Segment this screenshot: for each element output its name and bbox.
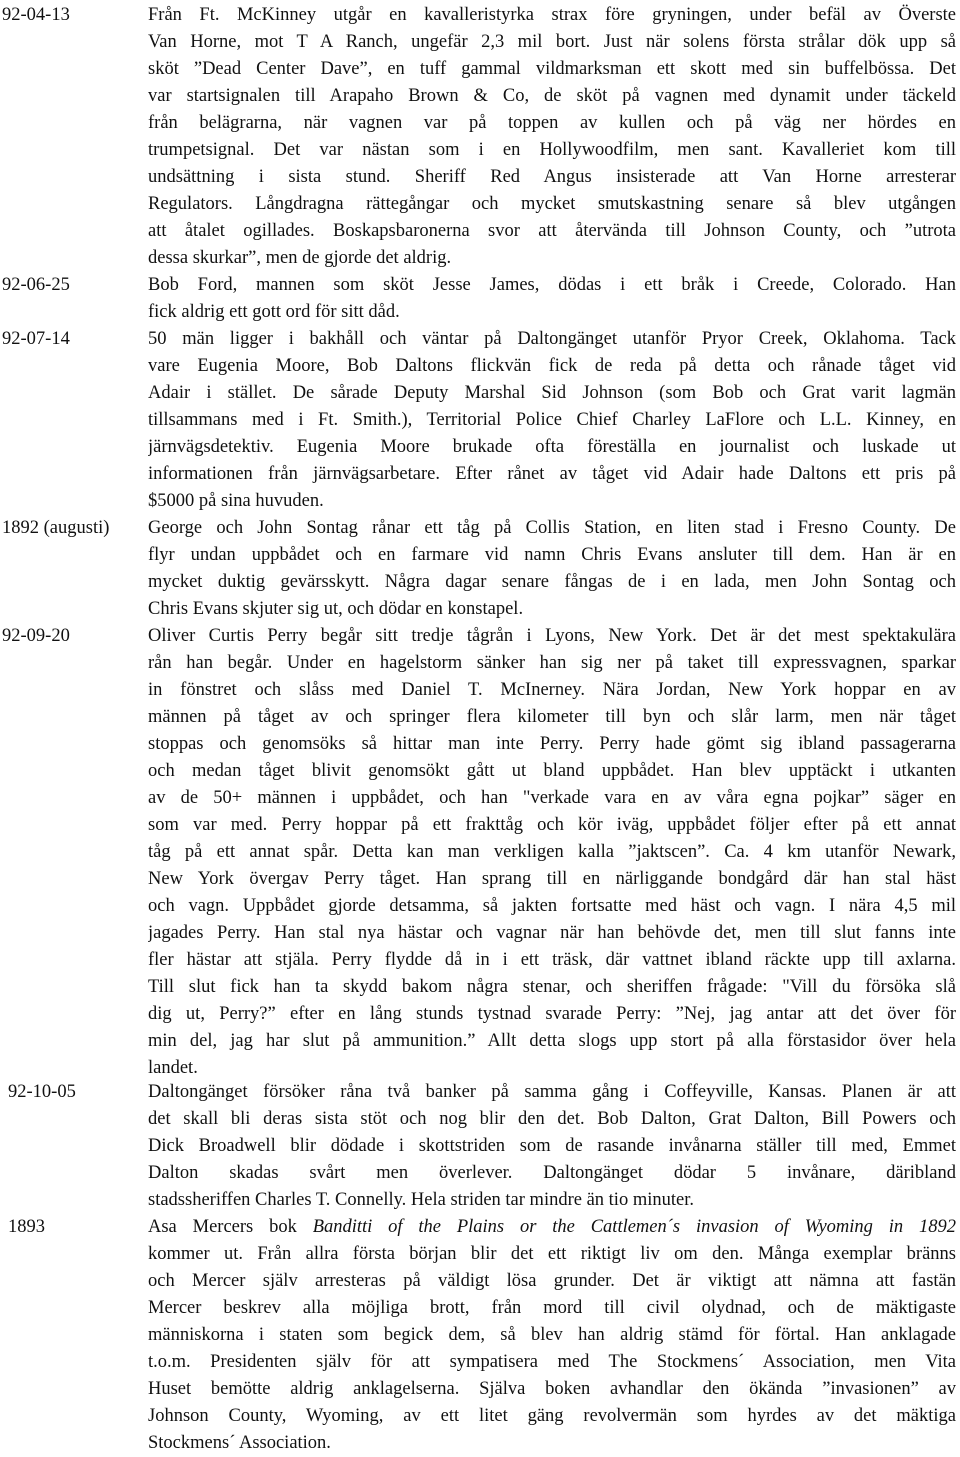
text-line: stadssheriffen Charles T. Connelly. Hela striden tar mindre än tio minuter. [148,1190,694,1210]
text-line: Dalton skadas svårt men överlever. Daltongänget dödar 5 invånare, däribland [148,1163,956,1183]
text-line: järnvägsdetektiv. Eugenia Moore brukade ofta föreställa en journalist och luskade ut [148,437,956,457]
text-line: Huset bemötte aldrig anklagelserna. Själva boken avhandlar den ökända ”invasionen” av [148,1379,956,1399]
text-line: Adair i stället. De sårade Deputy Marshal Sid Johnson (som Bob och Grat varit lagmän [148,383,956,403]
entry-text [148,1214,956,1457]
entry-text [148,2,956,272]
text-line: Bob Ford, mannen som sköt Jesse James, dödas i ett bråk i Creede, Colorado. Han [148,275,956,295]
text-line: och Mercer själv arresteras på väldigt lösa grunder. Det är viktigt att nämna att fastän [148,1271,956,1291]
text-line: 50 män ligger i bakhåll och väntar på Daltongänget utanför Pryor Creek, Oklahoma. Tack [148,329,956,349]
text-line: Chris Evans skjuter sig ut, och dödar en konstapel. [148,599,524,619]
text-line: Van Horne, mot T A Ranch, ungefär 2,3 mil bort. Just när solens första strålar dök upp så [148,32,956,52]
entry-text [148,1079,956,1214]
entry-date: 92-09-20 [2,626,70,646]
entry-date: 92-07-14 [2,329,70,349]
text-line: in fönstret och slåss med Daniel T. McInerney. Nära Jordan, New York hoppar en av [148,680,956,700]
text-line: kommer ut. Från allra första början blir det ett riktigt liv om den. Många exemplar bränns [148,1244,956,1264]
entry-text [148,326,956,515]
text-line: rån han begår. Under en hagelstorm sänker han sig ner på taket till expressvagnen, sparkar [148,653,956,673]
text-line: mycket duktig gevärsskytt. Några dagar senare fångas de i en lada, men John Sontag och [148,572,956,592]
text-line: sköt ”Dead Center Dave”, en tuff gammal vildmarksman ett skott med sin buffelbössa. Det [148,59,956,79]
text-line: undsättning i sista stund. Sheriff Red Angus insisterade att Van Horne arresterar [148,167,956,187]
text-line: tillsammans med i Ft. Smith.), Territorial Police Chief Charley LaFlore och L.L. Kinney, en [148,410,956,430]
entry-date: 1893 [8,1217,45,1237]
text-line: vare Eugenia Moore, Bob Daltons flickvän fick de reda på detta och rånade tåget vid [148,356,956,376]
entry-text [148,515,956,623]
text-line: landet. [148,1058,198,1078]
text-line: männen på tåget av och springer flera kilometer till byn och slår larm, men när tåget [148,707,956,727]
entry-date: 92-04-13 [2,5,70,25]
text-line: Stockmens´ Association. [148,1433,331,1453]
text-line: trumpetsignal. Det var nästan som i en Hollywoodfilm, men sant. Kavalleriet kom till [148,140,956,160]
text-line: Regulators. Långdragna rättegångar och mycket smutskastning senare så blev utgången [148,194,956,214]
text-line: t.o.m. Presidenten själv för att sympatisera med The Stockmens´ Association, men Vita [148,1352,956,1372]
text-line: Dick Broadwell blir dödade i skottstriden som de rasande invånarna ställer till med, Emmet [148,1136,956,1156]
entry-text [148,272,956,326]
text-line: flyr undan uppbådet och en farmare vid namn Chris Evans ansluter till dem. Han är en [148,545,956,565]
text-line: fick aldrig ett gott ord för sitt dåd. [148,302,400,322]
text-line: det skall bli deras sista stöt och nog blir den det. Bob Dalton, Grat Dalton, Bill Powers och [148,1109,956,1129]
text-line: tåg på ett annat spår. Detta kan man verkligen kalla ”jaktscen”. Ca. 4 km utanför Newark, [148,842,956,862]
text-line: Johnson County, Wyoming, av ett litet gäng revolvermän som hyrdes av det mäktiga [148,1406,956,1426]
entry-date: 92-10-05 [8,1082,76,1102]
text-line: att åtalet ogillades. Boskapsbaronerna svor att återvända till Johnson County, och ”utrota [148,221,956,241]
text-line: George och John Sontag rånar ett tåg på Collis Station, en liten stad i Fresno County. De [148,518,956,538]
text-line: var startsignalen till Arapaho Brown & Co, de sköt på vagnen med dynamit under täckeld [148,86,956,106]
text-line: och vagn. Uppbådet gjorde detsamma, så jakten fortsatte med häst och vagn. I nära 4,5 mil [148,896,956,916]
text-line: Asa Mercers bok Banditti of the Plains or the Cattlemen´s invasion of Wyoming in 1892 [148,1217,956,1237]
text-line: Daltongänget försöker råna två banker på samma gång i Coffeyville, Kansas. Planen är att [148,1082,956,1102]
text-line: stoppas och genomsöks så hittar man inte Perry. Perry hade gömt sig ibland passagerarna [148,734,956,754]
text-line: Oliver Curtis Perry begår sitt tredje tågrån i Lyons, New York. Det är det mest spektakulära [148,626,956,646]
text-line: fler hästar att stjäla. Perry flydde då in i ett träsk, där vattnet ibland räckte upp till axlarna. [148,950,956,970]
text-line: jagades Perry. Han stal nya hästar och vagnar när han behövde det, men till slut fanns inte [148,923,956,943]
text-line: min del, jag har slut på ammunition.” Allt detta slogs upp stort på alla förstasidor över hela [148,1031,956,1051]
text-line: och medan tåget blivit genomsökt gått ut bland uppbådet. Han blev upptäckt i utkanten [148,761,956,781]
text-line: människorna i staten som begick dem, så blev han aldrig stämd för förtal. Han anklagade [148,1325,956,1345]
text-line: dig ut, Perry?” efter en lång stunds tystnad svarade Perry: ”Nej, jag antar att det över för [148,1004,956,1024]
text-line: av de 50+ männen i uppbådet, och han "verkade vara en av våra egna pojkar” säger en [148,788,956,808]
entry-text [148,623,956,1082]
text-line: dessa skurkar”, men de gjorde det aldrig. [148,248,452,268]
text-line: New York övergav Perry tåget. Han sprang till en närliggande bondgård där han stal häst [148,869,956,889]
text-line: Från Ft. McKinney utgår en kavalleristyrka strax före gryningen, under befäl av Överste [148,5,956,25]
text-line: informationen från järnvägsarbetare. Efter rånet av tåget vid Adair hade Daltons ett pris på [148,464,956,484]
text-line: som var med. Perry hoppar på ett frakttåg och kör iväg, uppbådet följer efter på ett annat [148,815,956,835]
entry-date: 92-06-25 [2,275,70,295]
entry-date: 1892 (augusti) [2,518,110,538]
text-line: Till slut fick han ta skydd bakom några stenar, och sheriffen frågade: "Vill du försöka slå [148,977,956,997]
text-line: Mercer beskrev alla möjliga brott, från mord till civil olydnad, och de mäktigaste [148,1298,956,1318]
text-line: från belägrarna, när vagnen var på toppen av kullen och på väg ner hördes en [148,113,956,133]
text-line: $5000 på sina huvuden. [148,491,324,511]
